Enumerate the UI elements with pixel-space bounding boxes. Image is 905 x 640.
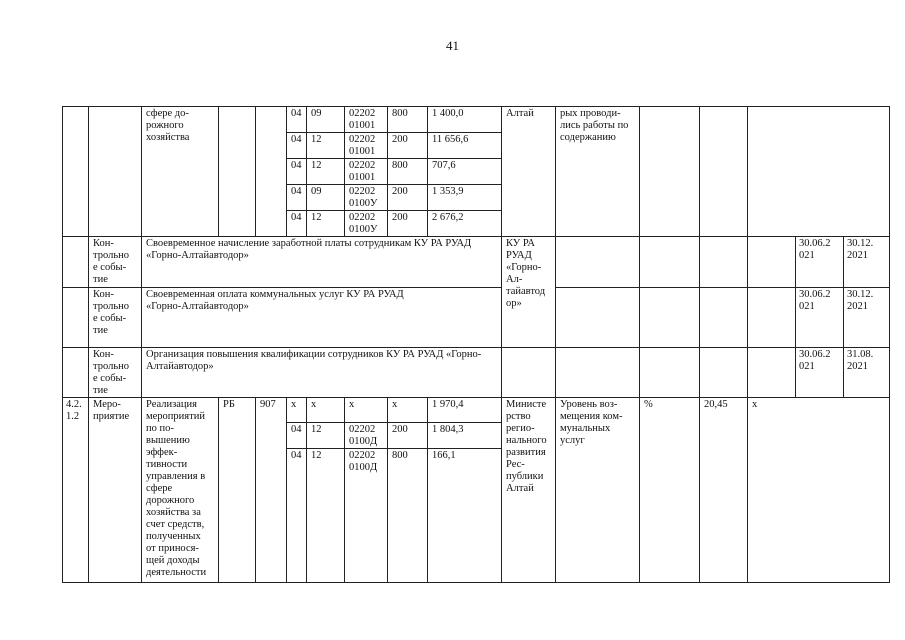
target-code-cell: x: [345, 398, 388, 423]
subsection-cell: 12: [307, 159, 345, 185]
source-cell: [219, 107, 256, 237]
page-number: 41: [446, 38, 459, 53]
expense-kind-cell: 200: [388, 185, 428, 211]
number-cell: [63, 288, 89, 348]
executor-cell: Алтай: [502, 107, 556, 237]
unit-cell: %: [640, 398, 700, 583]
start-date-cell: 30.06.2 021: [796, 237, 844, 288]
unit-cell: [640, 237, 700, 288]
unit-cell: [640, 288, 700, 348]
type-cell: [89, 107, 142, 237]
event-text-cell: Своевременная оплата коммунальных услуг КУ РА РУАД «Горно-Алтайавтодор»: [142, 288, 502, 348]
unit-cell: [640, 348, 700, 398]
section-cell: 04: [287, 211, 307, 237]
table-row: [63, 237, 890, 288]
expense-kind-cell: 200: [388, 133, 428, 159]
subsection-cell: 12: [307, 423, 345, 449]
grbs-cell: 907: [256, 398, 287, 583]
subsection-cell: 12: [307, 449, 345, 583]
target-code-cell: 02202 0100Д: [345, 423, 388, 449]
blank-cell: [748, 348, 796, 398]
value-cell: [700, 348, 748, 398]
start-date-cell: 30.06.2 021: [796, 348, 844, 398]
expense-kind-cell: x: [388, 398, 428, 423]
event-executor-cell: КУ РА РУАД «Горно- Ал- тайавтод ор»: [502, 237, 556, 348]
amount-cell: 1 400,0: [428, 107, 502, 133]
target-code-cell: 02202 0100У: [345, 185, 388, 211]
target-code-cell: 02202 0100Д: [345, 449, 388, 583]
blank-cell: [748, 288, 796, 348]
event-text-cell: Своевременное начисление заработной платы сотрудникам КУ РА РУАД «Горно-Алтайавтодор»: [142, 237, 502, 288]
start-date-cell: 30.06.2 021: [796, 288, 844, 348]
value-cell: [700, 237, 748, 288]
table-row: [63, 288, 890, 348]
indicator-cell: [556, 348, 640, 398]
dates-cell: x: [748, 398, 890, 583]
expense-kind-cell: 200: [388, 211, 428, 237]
expense-kind-cell: 200: [388, 423, 428, 449]
target-code-cell: 02202 01001: [345, 159, 388, 185]
section-cell: 04: [287, 423, 307, 449]
executor-cell: Министе рство регио- нального развития Рес- публики Алтай: [502, 398, 556, 583]
subsection-cell: 12: [307, 211, 345, 237]
event-type-cell: Кон- трольно е собы- тие: [89, 288, 142, 348]
end-date-cell: 30.12. 2021: [844, 237, 890, 288]
event-type-cell: Кон- трольно е собы- тие: [89, 237, 142, 288]
event-text-cell: Организация повышения квалификации сотрудников КУ РА РУАД «Горно- Алтайавтодор»: [142, 348, 502, 398]
indicator-cell: рых проводи- лись работы по содержанию: [556, 107, 640, 237]
target-code-cell: 02202 0100У: [345, 211, 388, 237]
amount-cell: 1 804,3: [428, 423, 502, 449]
indicator-cell: [556, 237, 640, 288]
section-cell: x: [287, 398, 307, 423]
expense-kind-cell: 800: [388, 159, 428, 185]
value-cell: 20,45: [700, 398, 748, 583]
amount-cell: 11 656,6: [428, 133, 502, 159]
expense-kind-cell: 800: [388, 449, 428, 583]
target-code-cell: 02202 01001: [345, 133, 388, 159]
event-type-cell: Кон- трольно е собы- тие: [89, 348, 142, 398]
name-cell: Реализация мероприятий по по- вышению эффек- тивности управления в сфере дорожного хозяйства за счет средств, полученных от принося- щей доходы деятельности: [142, 398, 219, 583]
amount-cell: 1 970,4: [428, 398, 502, 423]
subsection-cell: 09: [307, 185, 345, 211]
grbs-cell: [256, 107, 287, 237]
number-cell: [63, 237, 89, 288]
amount-cell: 2 676,2: [428, 211, 502, 237]
program-table: [62, 106, 890, 583]
name-cell: сфере до- рожного хозяйства: [142, 107, 219, 237]
amount-cell: 166,1: [428, 449, 502, 583]
event-executor-cell: [502, 348, 556, 398]
end-date-cell: 30.12. 2021: [844, 288, 890, 348]
section-cell: 04: [287, 133, 307, 159]
number-cell: 4.2. 1.2: [63, 398, 89, 583]
expense-kind-cell: 800: [388, 107, 428, 133]
amount-cell: 1 353,9: [428, 185, 502, 211]
end-date-cell: 31.08. 2021: [844, 348, 890, 398]
number-cell: [63, 107, 89, 237]
table-row: [63, 107, 890, 133]
target-code-cell: 02202 01001: [345, 107, 388, 133]
section-cell: 04: [287, 159, 307, 185]
table-row: [63, 398, 890, 423]
dates-cell: [748, 107, 890, 237]
value-cell: [700, 107, 748, 237]
section-cell: 04: [287, 185, 307, 211]
type-cell: Меро- приятие: [89, 398, 142, 583]
value-cell: [700, 288, 748, 348]
source-cell: РБ: [219, 398, 256, 583]
amount-cell: 707,6: [428, 159, 502, 185]
subsection-cell: 09: [307, 107, 345, 133]
subsection-cell: x: [307, 398, 345, 423]
subsection-cell: 12: [307, 133, 345, 159]
blank-cell: [748, 237, 796, 288]
indicator-cell: [556, 288, 640, 348]
table-row: [63, 348, 890, 398]
indicator-cell: Уровень воз- мещения ком- мунальных услуг: [556, 398, 640, 583]
section-cell: 04: [287, 449, 307, 583]
unit-cell: [640, 107, 700, 237]
number-cell: [63, 348, 89, 398]
section-cell: 04: [287, 107, 307, 133]
